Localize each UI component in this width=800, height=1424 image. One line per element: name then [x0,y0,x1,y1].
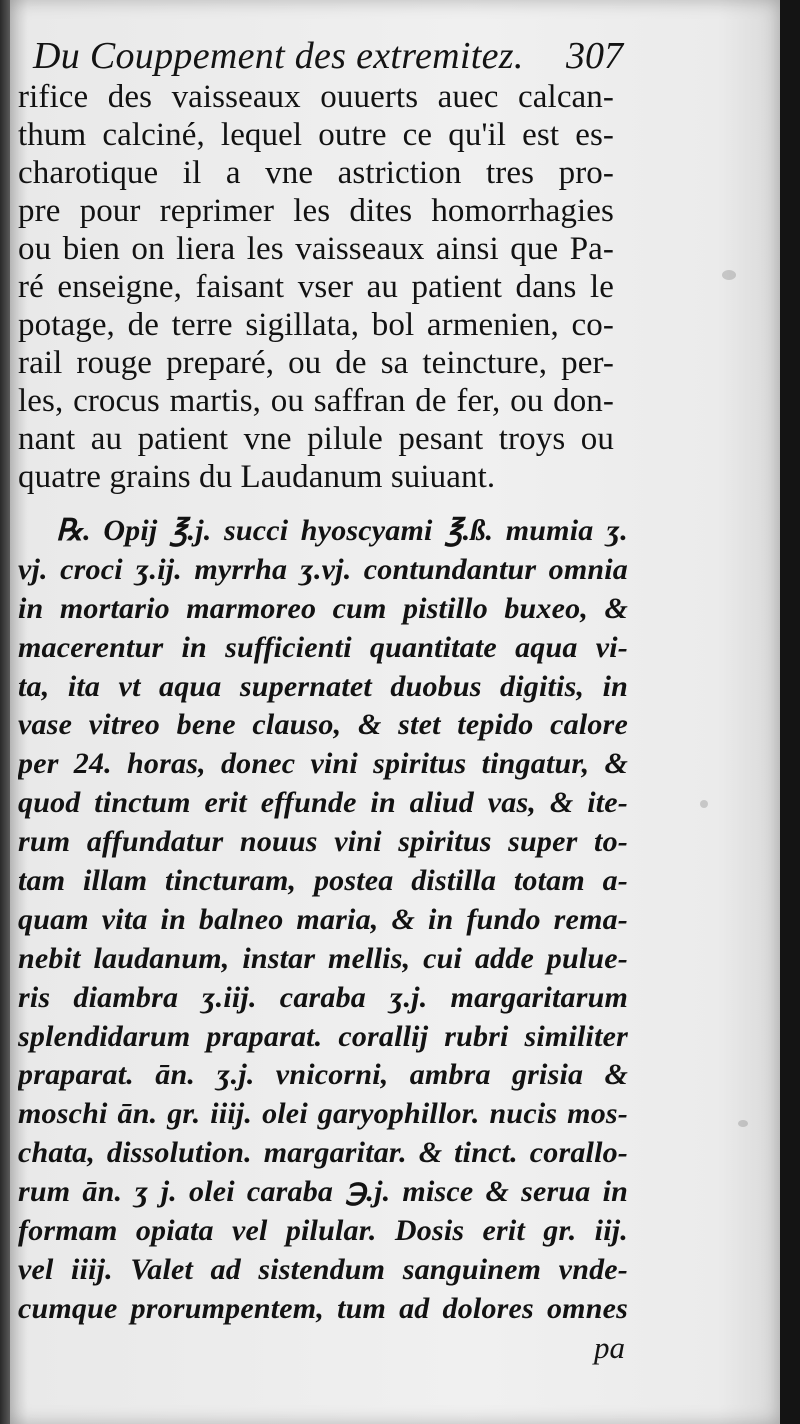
recipe-line: formam opiata vel pilular. Dosis erit gr. iij. [18,1214,628,1248]
recipe-line: ℞. Opij ℥.j. succi hyoscyami ℥.ß. mumia ʒ. [56,514,628,547]
recipe-line: cumque prorumpentem, tum ad dolores omnes [18,1291,628,1325]
running-head: Du Couppement des extremitez. [33,35,524,77]
recipe-line: moschi ān. gr. iiij. olei garyophillor. nucis mos- [18,1097,628,1131]
text-line: ou bien on liera les vaisseaux ainsi que Pa- [18,231,614,267]
text-line: thum calciné, lequel outre ce qu'il est es- [18,117,614,153]
recipe-line: praparat. ān. ʒ.j. vnicorni, ambra grisia & [18,1058,628,1092]
recipe-line: vel iiij. Valet ad sistendum sanguinem vnde- [18,1252,628,1286]
text-line: nant au patient vne pilule pesant troys ou [18,421,614,457]
recipe-line: per 24. horas, donec vini spiritus tingatur, & [18,747,628,781]
recipe-line: rum affundatur nouus vini spiritus super to- [18,825,628,859]
recipe-line: vase vitreo bene clauso, & stet tepido calore [18,708,628,742]
text-line: potage, de terre sigillata, bol armenien, co- [18,307,614,343]
paper-speck [738,1120,748,1127]
text-line: les, crocus martis, ou saffran de fer, ou don- [18,383,614,419]
paper-speck [722,270,736,280]
text-line: ré enseigne, faisant vser au patient dans le [18,269,614,305]
latin-recipe [18,512,628,1329]
page-number: 307 [566,35,623,77]
catchword: pa [594,1330,625,1365]
text-line: pre pour reprimer les dites homorrhagies [18,193,614,229]
recipe-line: in mortario marmoreo cum pistillo buxeo, & [18,591,628,625]
french-paragraph [18,78,614,496]
recipe-line: quam vita in balneo maria, & in fundo rema- [18,902,628,936]
recipe-line: tam illam tincturam, postea distilla totam a- [18,864,628,898]
recipe-line: quod tinctum erit effunde in aliud vas, & ite- [18,786,628,820]
recipe-line: rum ān. ʒ j. olei caraba ℈.j. misce & serua in [18,1175,628,1209]
recipe-line: vj. croci ʒ.ij. myrrha ʒ.vj. contundantur omnia [18,552,628,586]
recipe-line: ta, ita vt aqua supernatet duobus digitis, in [18,669,628,703]
text-line: rifice des vaisseaux ouuerts auec calcan- [18,79,614,115]
recipe-line: nebit laudanum, instar mellis, cui adde pulue- [18,941,628,975]
recipe-line: splendidarum praparat. corallij rubri similiter [18,1019,628,1053]
text-line: quatre grains du Laudanum suiuant. [18,459,496,495]
paper-speck [700,800,708,808]
book-spine-edge [0,0,10,1424]
page-header [33,34,623,84]
text-line: charotique il a vne astriction tres pro- [18,155,614,191]
recipe-line: chata, dissolution. margaritar. & tinct. corallo- [18,1136,628,1170]
text-line: rail rouge preparé, ou de sa teincture, per- [18,345,614,381]
recipe-line: macerentur in sufficienti quantitate aqua vi- [18,630,628,664]
recipe-line: ris diambra ʒ.iij. caraba ʒ.j. margaritarum [18,980,628,1014]
